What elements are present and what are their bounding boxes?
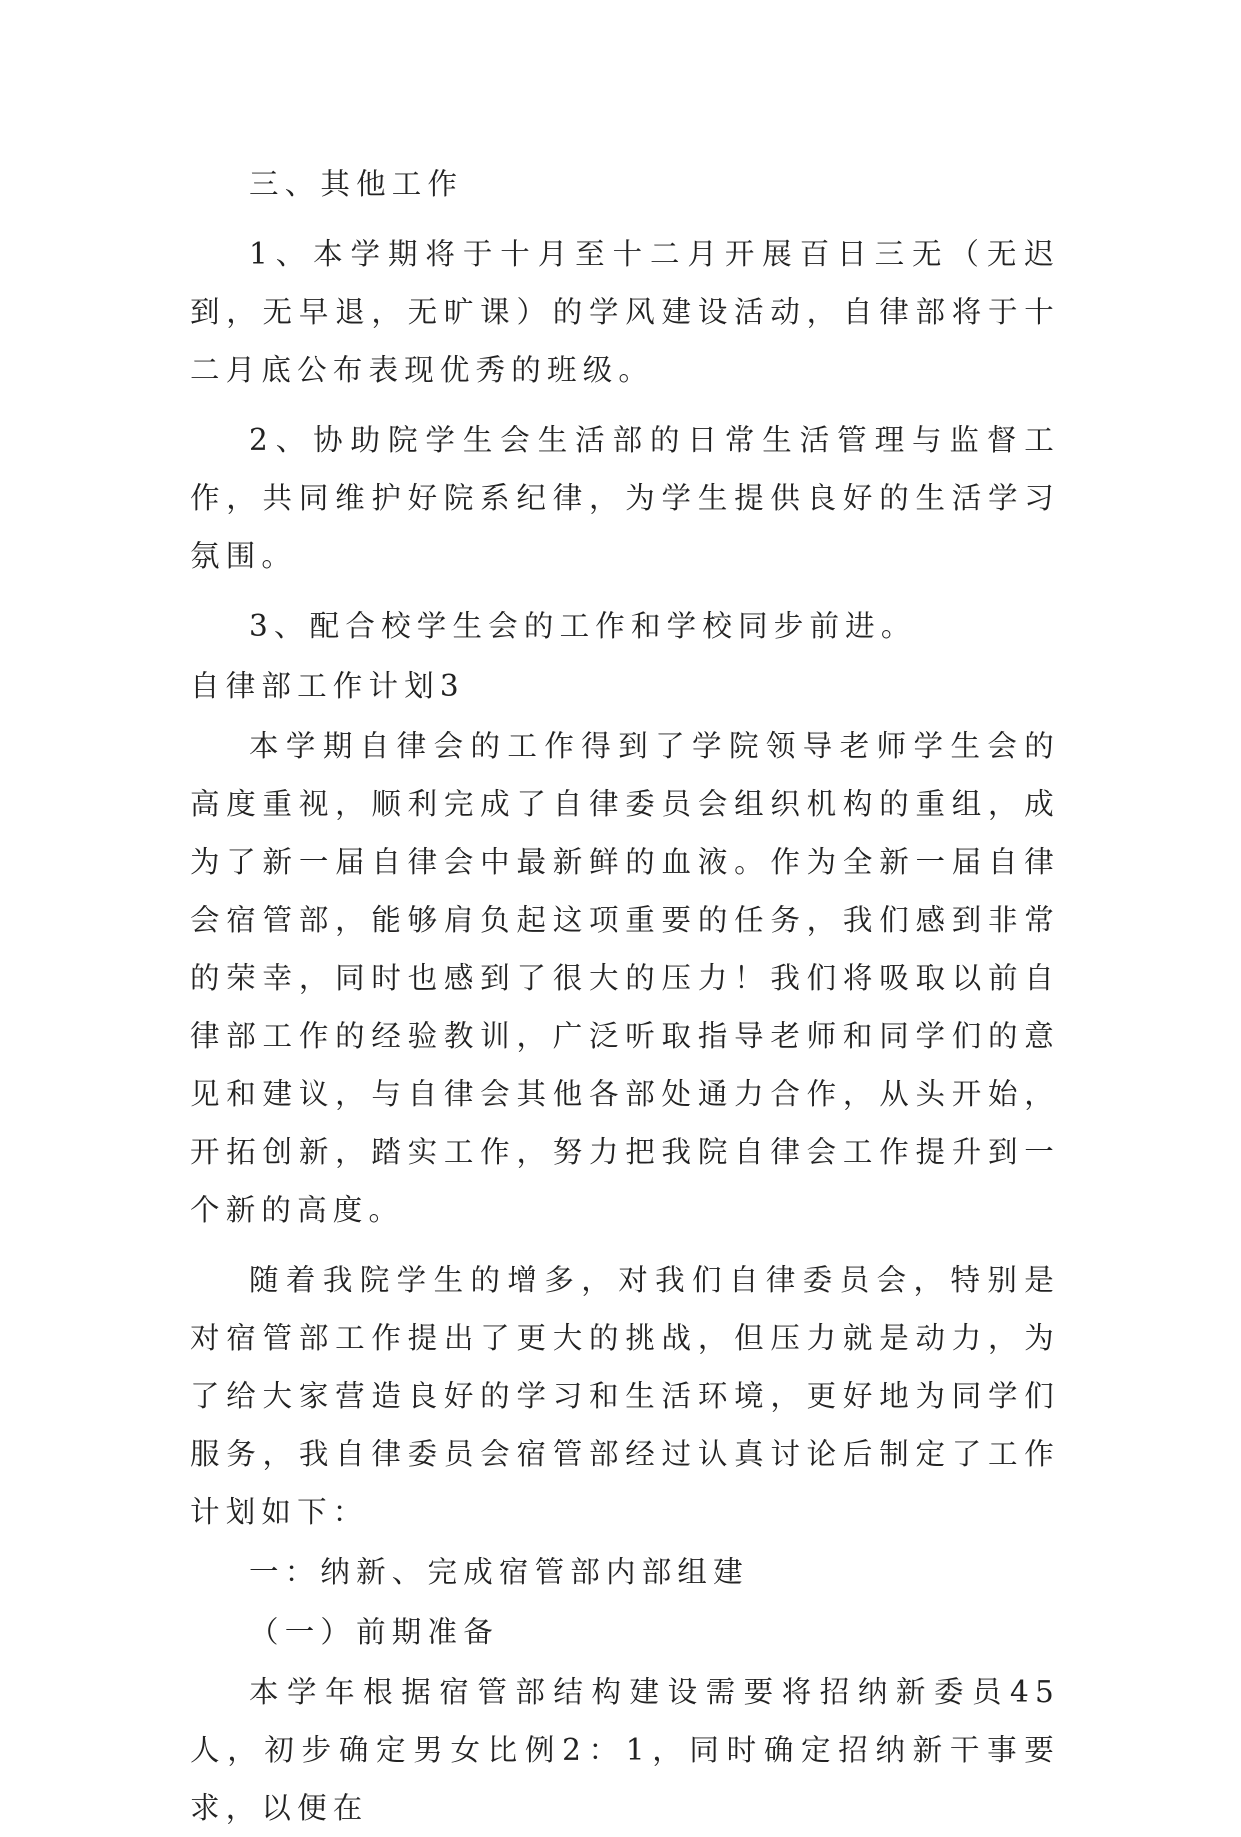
paragraph-item-1: 1、本学期将于十月至十二月开展百日三无（无迟到，无早退，无旷课）的学风建设活动，自律部将于十二月底公布表现优秀的班级。 xyxy=(190,237,1060,387)
section-heading-recruitment: 一：纳新、完成宿管部内部组建 xyxy=(249,1555,749,1589)
paragraph-item-3: 3、配合校学生会的工作和学校同步前进。 xyxy=(249,609,917,643)
document-body xyxy=(190,155,1060,1837)
paragraph-recruitment-plan: 本学年根据宿管部结构建设需要将招纳新委员45人，初步确定男女比例2：1，同时确定招纳新干事要求，以便在 xyxy=(190,1675,1060,1825)
subsection-heading-preparation: （一）前期准备 xyxy=(249,1615,499,1649)
document-title-plan-3: 自律部工作计划3 xyxy=(190,669,465,703)
paragraph-item-2: 2、协助院学生会生活部的日常生活管理与监督工作，共同维护好院系纪律，为学生提供良好的生活学习氛围。 xyxy=(190,423,1060,573)
paragraph-background: 随着我院学生的增多，对我们自律委员会，特别是对宿管部工作提出了更大的挑战，但压力就是动力，为了给大家营造良好的学习和生活环境，更好地为同学们服务，我自律委员会宿管部经过认真讨论后制定了工作计划如下： xyxy=(190,1263,1060,1529)
section-heading-other-work: 三、其他工作 xyxy=(249,167,464,201)
paragraph-intro: 本学期自律会的工作得到了学院领导老师学生会的高度重视，顺利完成了自律委员会组织机构的重组，成为了新一届自律会中最新鲜的血液。作为全新一届自律会宿管部，能够肩负起这项重要的任务，我们感到非常的荣幸，同时也感到了很大的压力！我们将吸取以前自律部工作的经验教训，广泛听取指导老师和同学们的意见和建议，与自律会其他各部处通力合作，从头开始，开拓创新，踏实工作，努力把我院自律会工作提升到一个新的高度。 xyxy=(190,729,1060,1227)
